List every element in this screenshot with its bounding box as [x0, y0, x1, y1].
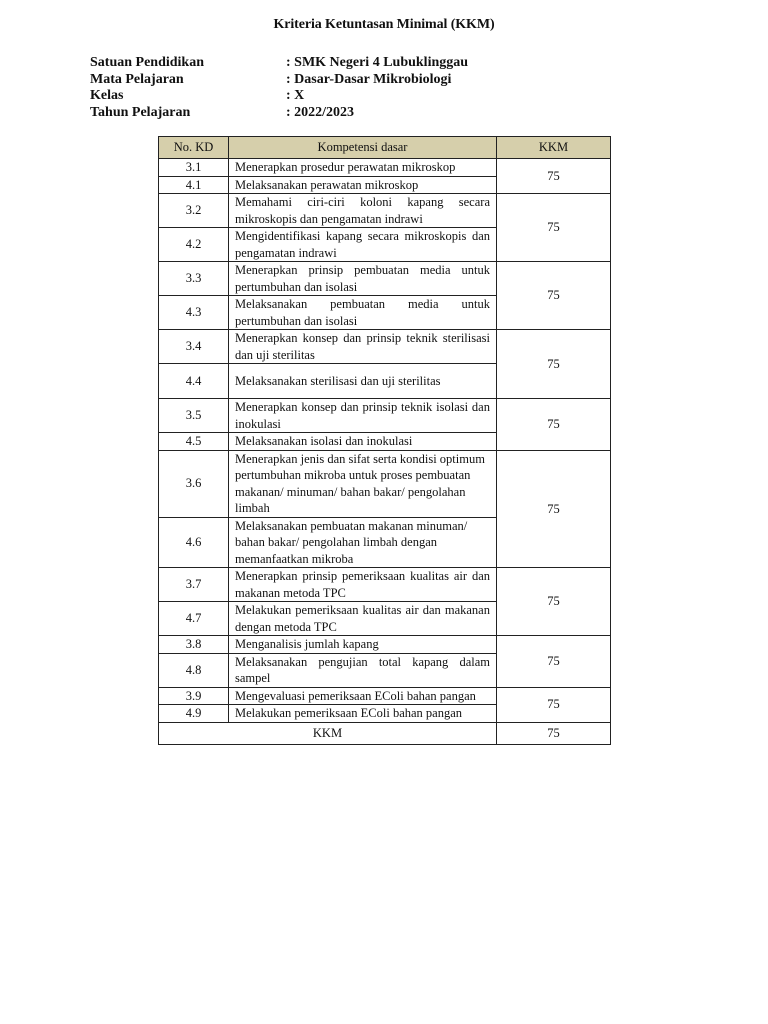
competency-text: Melaksanakan perawatan mikroskop	[229, 176, 497, 194]
meta-value: : X	[286, 88, 305, 103]
kd-number: 3.5	[159, 399, 229, 433]
kd-number: 3.8	[159, 636, 229, 654]
competency-text: Melaksanakan pembuatan makanan minuman/ bahan bakar/ pengolahan limbah dengan memanfaatkan mikroba	[229, 517, 497, 568]
kkm-value: 75	[497, 194, 611, 262]
table-row	[159, 687, 611, 705]
competency-text: Menerapkan konsep dan prinsip teknik sterilisasi dan uji sterilitas	[229, 330, 497, 364]
meta-label: Kelas	[90, 88, 124, 103]
competency-text: Memahami ciri-ciri koloni kapang secara mikroskopis dan pengamatan indrawi	[229, 194, 497, 228]
table-row	[159, 159, 611, 177]
competency-text: Melaksanakan isolasi dan inokulasi	[229, 433, 497, 451]
kd-number: 3.9	[159, 687, 229, 705]
kkm-value: 75	[497, 450, 611, 568]
kd-number: 3.4	[159, 330, 229, 364]
competency-text: Melaksanakan pengujian total kapang dalam sampel	[229, 653, 497, 687]
kd-number: 3.7	[159, 568, 229, 602]
kd-number: 4.8	[159, 653, 229, 687]
kd-number: 3.1	[159, 159, 229, 177]
meta-row-class	[90, 88, 468, 105]
competency-text: Menerapkan prosedur perawatan mikroskop	[229, 159, 497, 177]
table-row	[159, 450, 611, 517]
table-row	[159, 330, 611, 364]
competency-text: Menerapkan prinsip pembuatan media untuk pertumbuhan dan isolasi	[229, 262, 497, 296]
meta-label: Mata Pelajaran	[90, 71, 184, 87]
competency-text: Melakukan pemeriksaan kualitas air dan makanan dengan metoda TPC	[229, 602, 497, 636]
meta-row-subject	[90, 72, 468, 89]
header-kompetensi: Kompetensi dasar	[229, 137, 497, 159]
meta-label: Satuan Pendidikan	[90, 55, 204, 70]
table-row	[159, 262, 611, 296]
kkm-table	[158, 136, 611, 745]
kd-number: 3.3	[159, 262, 229, 296]
kkm-value: 75	[497, 159, 611, 194]
competency-text: Mengevaluasi pemeriksaan EColi bahan pangan	[229, 687, 497, 705]
kd-number: 4.5	[159, 433, 229, 451]
table-row	[159, 568, 611, 602]
identity-block	[90, 55, 468, 121]
meta-label: Tahun Pelajaran	[90, 104, 191, 120]
competency-text: Melaksanakan pembuatan media untuk pertumbuhan dan isolasi	[229, 296, 497, 330]
table-header-row	[159, 137, 611, 159]
total-label: KKM	[159, 722, 497, 744]
meta-value: : SMK Negeri 4 Lubuklinggau	[286, 55, 469, 70]
competency-text: Menganalisis jumlah kapang	[229, 636, 497, 654]
competency-text: Melakukan pemeriksaan EColi bahan pangan	[229, 705, 497, 723]
meta-row-school	[90, 55, 468, 72]
kd-number: 4.7	[159, 602, 229, 636]
competency-text: Menerapkan prinsip pemeriksaan kualitas air dan makanan metoda TPC	[229, 568, 497, 602]
kkm-value: 75	[497, 262, 611, 330]
kd-number: 4.1	[159, 176, 229, 194]
table-row	[159, 194, 611, 228]
table-row	[159, 399, 611, 433]
kd-number: 4.2	[159, 228, 229, 262]
meta-value: : 2022/2023	[286, 104, 355, 120]
header-kkm: KKM	[497, 137, 611, 159]
total-row	[159, 722, 611, 744]
meta-row-year	[90, 105, 468, 122]
competency-text: Mengidentifikasi kapang secara mikroskopis dan pengamatan indrawi	[229, 228, 497, 262]
kkm-value: 75	[497, 399, 611, 451]
kd-number: 3.2	[159, 194, 229, 228]
kd-number: 3.6	[159, 450, 229, 517]
kkm-value: 75	[497, 330, 611, 399]
kkm-value: 75	[497, 636, 611, 688]
kd-number: 4.9	[159, 705, 229, 723]
competency-text: Melaksanakan sterilisasi dan uji sterilitas	[229, 364, 497, 399]
kd-number: 4.6	[159, 517, 229, 568]
kkm-value: 75	[497, 687, 611, 722]
meta-value: : Dasar-Dasar Mikrobiologi	[286, 71, 452, 87]
table-row	[159, 636, 611, 654]
kkm-value: 75	[497, 568, 611, 636]
header-no-kd: No. KD	[159, 137, 229, 159]
page-title: Kriteria Ketuntasan Minimal (KKM)	[273, 17, 495, 32]
total-kkm-value: 75	[497, 722, 611, 744]
competency-text: Menerapkan konsep dan prinsip teknik isolasi dan inokulasi	[229, 399, 497, 433]
competency-text: Menerapkan jenis dan sifat serta kondisi optimum pertumbuhan mikroba untuk proses pembuatan makanan/ minuman/ bahan bakar/ pengolahan limbah	[229, 450, 497, 517]
kd-number: 4.4	[159, 364, 229, 399]
kd-number: 4.3	[159, 296, 229, 330]
